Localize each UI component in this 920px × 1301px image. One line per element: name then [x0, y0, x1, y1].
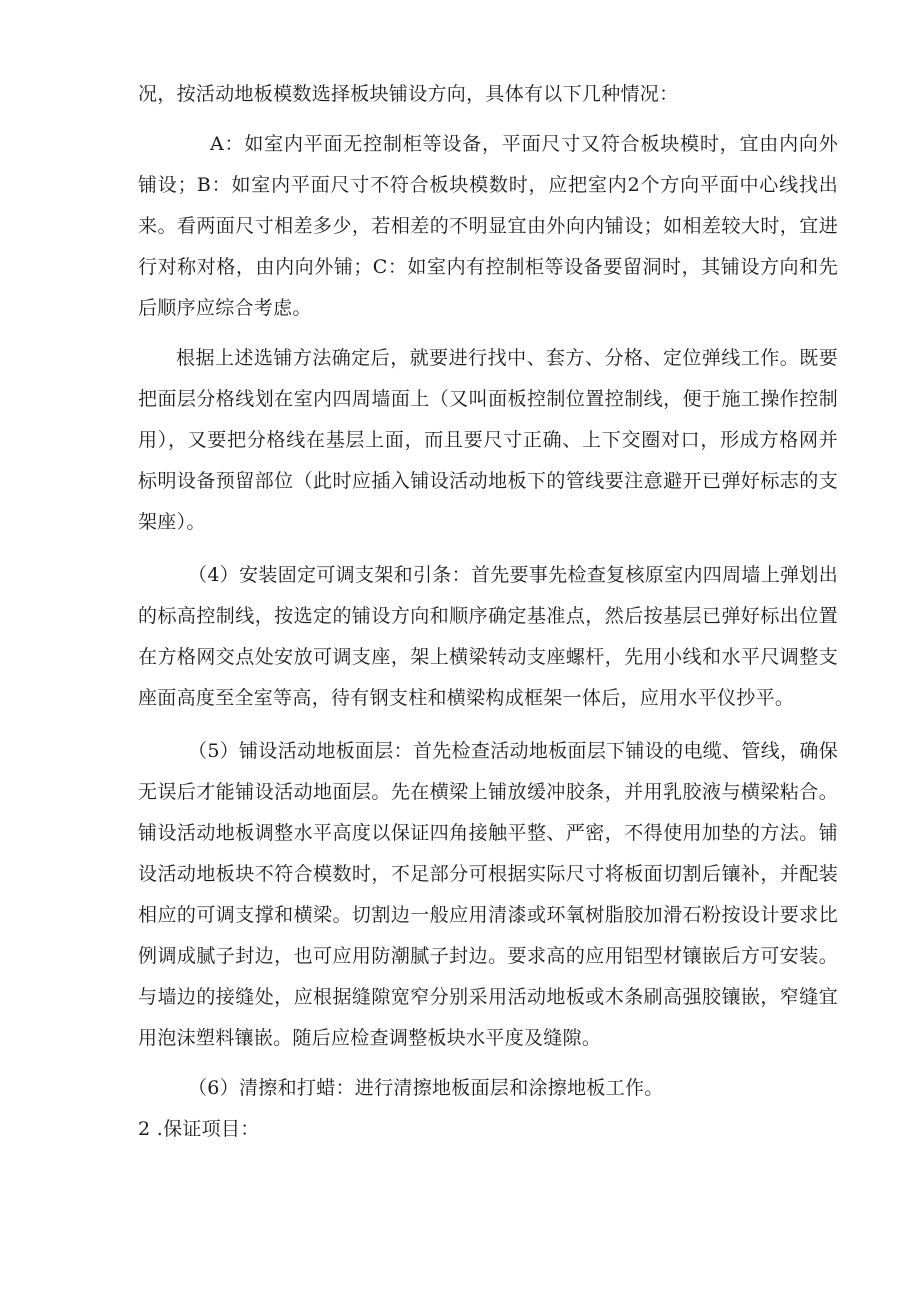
- paragraph-marking-lines: 根据上述选铺方法确定后，就要进行找中、套方、分格、定位弹线工作。既要把面层分格线划在室内四周墙面上（又叫面板控制位置控制线，便于施工操作控制用），又要把分格线在基层上面，而且要尺寸正确、上下交圈对口，形成方格网并标明设备预留部位（此时应插入铺设活动地板下的管线要注意避开已弹好标志的支架座）。: [138, 347, 838, 533]
- paragraph-step-6: （6）清擦和打蜡：进行清擦地板面层和涂擦地板工作。: [188, 1077, 664, 1099]
- paragraph-step-4: （4）安装固定可调支架和引条：首先要事先检查复核原室内四周墙上弹划出的标高控制线，按选定的铺设方向和顺序确定基准点，然后按基层已弹好标出位置在方格网交点处安放可调支座，架上横梁转动支座螺杆，先用小线和水平尺调整支座面高度至全室等高，待有钢支柱和横梁构成框架一体后，应用水平仪抄平。: [138, 564, 838, 709]
- paragraph-step-5: （5）铺设活动地板面层：首先检查活动地板面层下铺设的电缆、管线，确保无误后才能铺设活动地面层。先在横梁上铺放缓冲胶条，并用乳胶液与横梁粘合。铺设活动地板调整水平高度以保证四角接触平整、严密，不得使用加垫的方法。铺设活动地板块不符合模数时，不足部分可根据实际尺寸将板面切割后镶补，并配装相应的可调支撑和横梁。切割边一般应用清漆或环氧树脂胶加滑石粉按设计要求比例调成腻子封边，也可应用防潮腻子封边。要求高的应用铝型材镶嵌后方可安装。与墙边的接缝处，应根据缝隙宽窄分别采用活动地板或木条刷高强胶镶嵌，窄缝宜用泡沫塑料镶嵌。随后应检查调整板块水平度及缝隙。: [138, 740, 838, 1049]
- paragraph-continuation: 况，按活动地板模数选择板块铺设方向，具体有以下几种情况：: [138, 83, 679, 105]
- document-body: [138, 74, 838, 1150]
- paragraph-layout-cases: A：如室内平面无控制柜等设备，平面尺寸又符合板块模时，宜由内向外铺设；B：如室内平面尺寸不符合板块模数时，应把室内2个方向平面中心线找出来。看两面尺寸相差多少，若相差的不明显宜由外向内铺设；如相差较大时，宜进行对称对格，由内向外铺；C：如室内有控制柜等设备要留洞时，其铺设方向和先后顺序应综合考虑。: [138, 133, 838, 319]
- section-heading-guarantee-items: 2 .保证项目：: [138, 1118, 260, 1140]
